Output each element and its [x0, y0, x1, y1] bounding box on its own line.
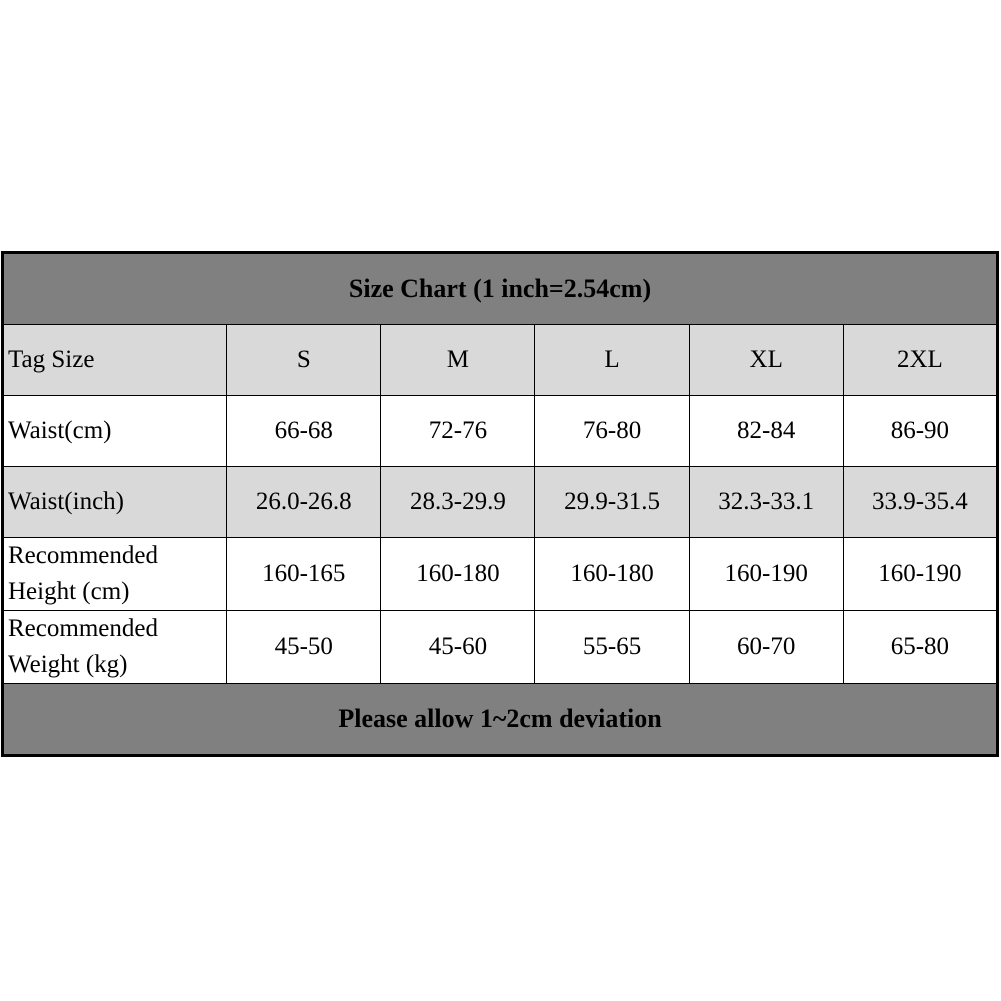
row-label-line: Recommended	[8, 615, 158, 642]
table-cell: 66-68	[227, 396, 381, 467]
table-cell: 72-76	[381, 396, 535, 467]
chart-title: Size Chart (1 inch=2.54cm)	[3, 253, 998, 325]
table-cell: 55-65	[535, 611, 689, 684]
table-cell: 45-50	[227, 611, 381, 684]
table-cell: 160-190	[843, 538, 997, 611]
row-label	[3, 538, 227, 611]
table-cell: 45-60	[381, 611, 535, 684]
footer-row	[3, 684, 998, 756]
table-cell: 29.9-31.5	[535, 467, 689, 538]
title-row	[3, 253, 998, 325]
table-cell: 160-190	[689, 538, 843, 611]
table-cell: 82-84	[689, 396, 843, 467]
row-label-line: Recommended	[8, 542, 158, 569]
row-label: Tag Size	[3, 325, 227, 396]
table-row-waist-cm	[3, 396, 998, 467]
table-cell: 60-70	[689, 611, 843, 684]
table-row-recommended-weight	[3, 611, 998, 684]
table-cell: L	[535, 325, 689, 396]
row-label-line: Weight (kg)	[8, 651, 128, 678]
table-cell: M	[381, 325, 535, 396]
table-cell: XL	[689, 325, 843, 396]
table-row-recommended-height	[3, 538, 998, 611]
table-cell: 33.9-35.4	[843, 467, 997, 538]
table-cell: S	[227, 325, 381, 396]
table-cell: 26.0-26.8	[227, 467, 381, 538]
row-label: Waist(cm)	[3, 396, 227, 467]
table-cell: 2XL	[843, 325, 997, 396]
size-chart-table	[1, 251, 999, 757]
table-cell: 86-90	[843, 396, 997, 467]
row-label	[3, 611, 227, 684]
table-cell: 65-80	[843, 611, 997, 684]
table-row-waist-inch	[3, 467, 998, 538]
deviation-note: Please allow 1~2cm deviation	[3, 684, 998, 756]
table-cell: 160-165	[227, 538, 381, 611]
table-row-tag-size	[3, 325, 998, 396]
row-label: Waist(inch)	[3, 467, 227, 538]
table-cell: 160-180	[535, 538, 689, 611]
table-cell: 76-80	[535, 396, 689, 467]
row-label-line: Height (cm)	[8, 578, 130, 605]
table-cell: 160-180	[381, 538, 535, 611]
table-cell: 28.3-29.9	[381, 467, 535, 538]
table-cell: 32.3-33.1	[689, 467, 843, 538]
